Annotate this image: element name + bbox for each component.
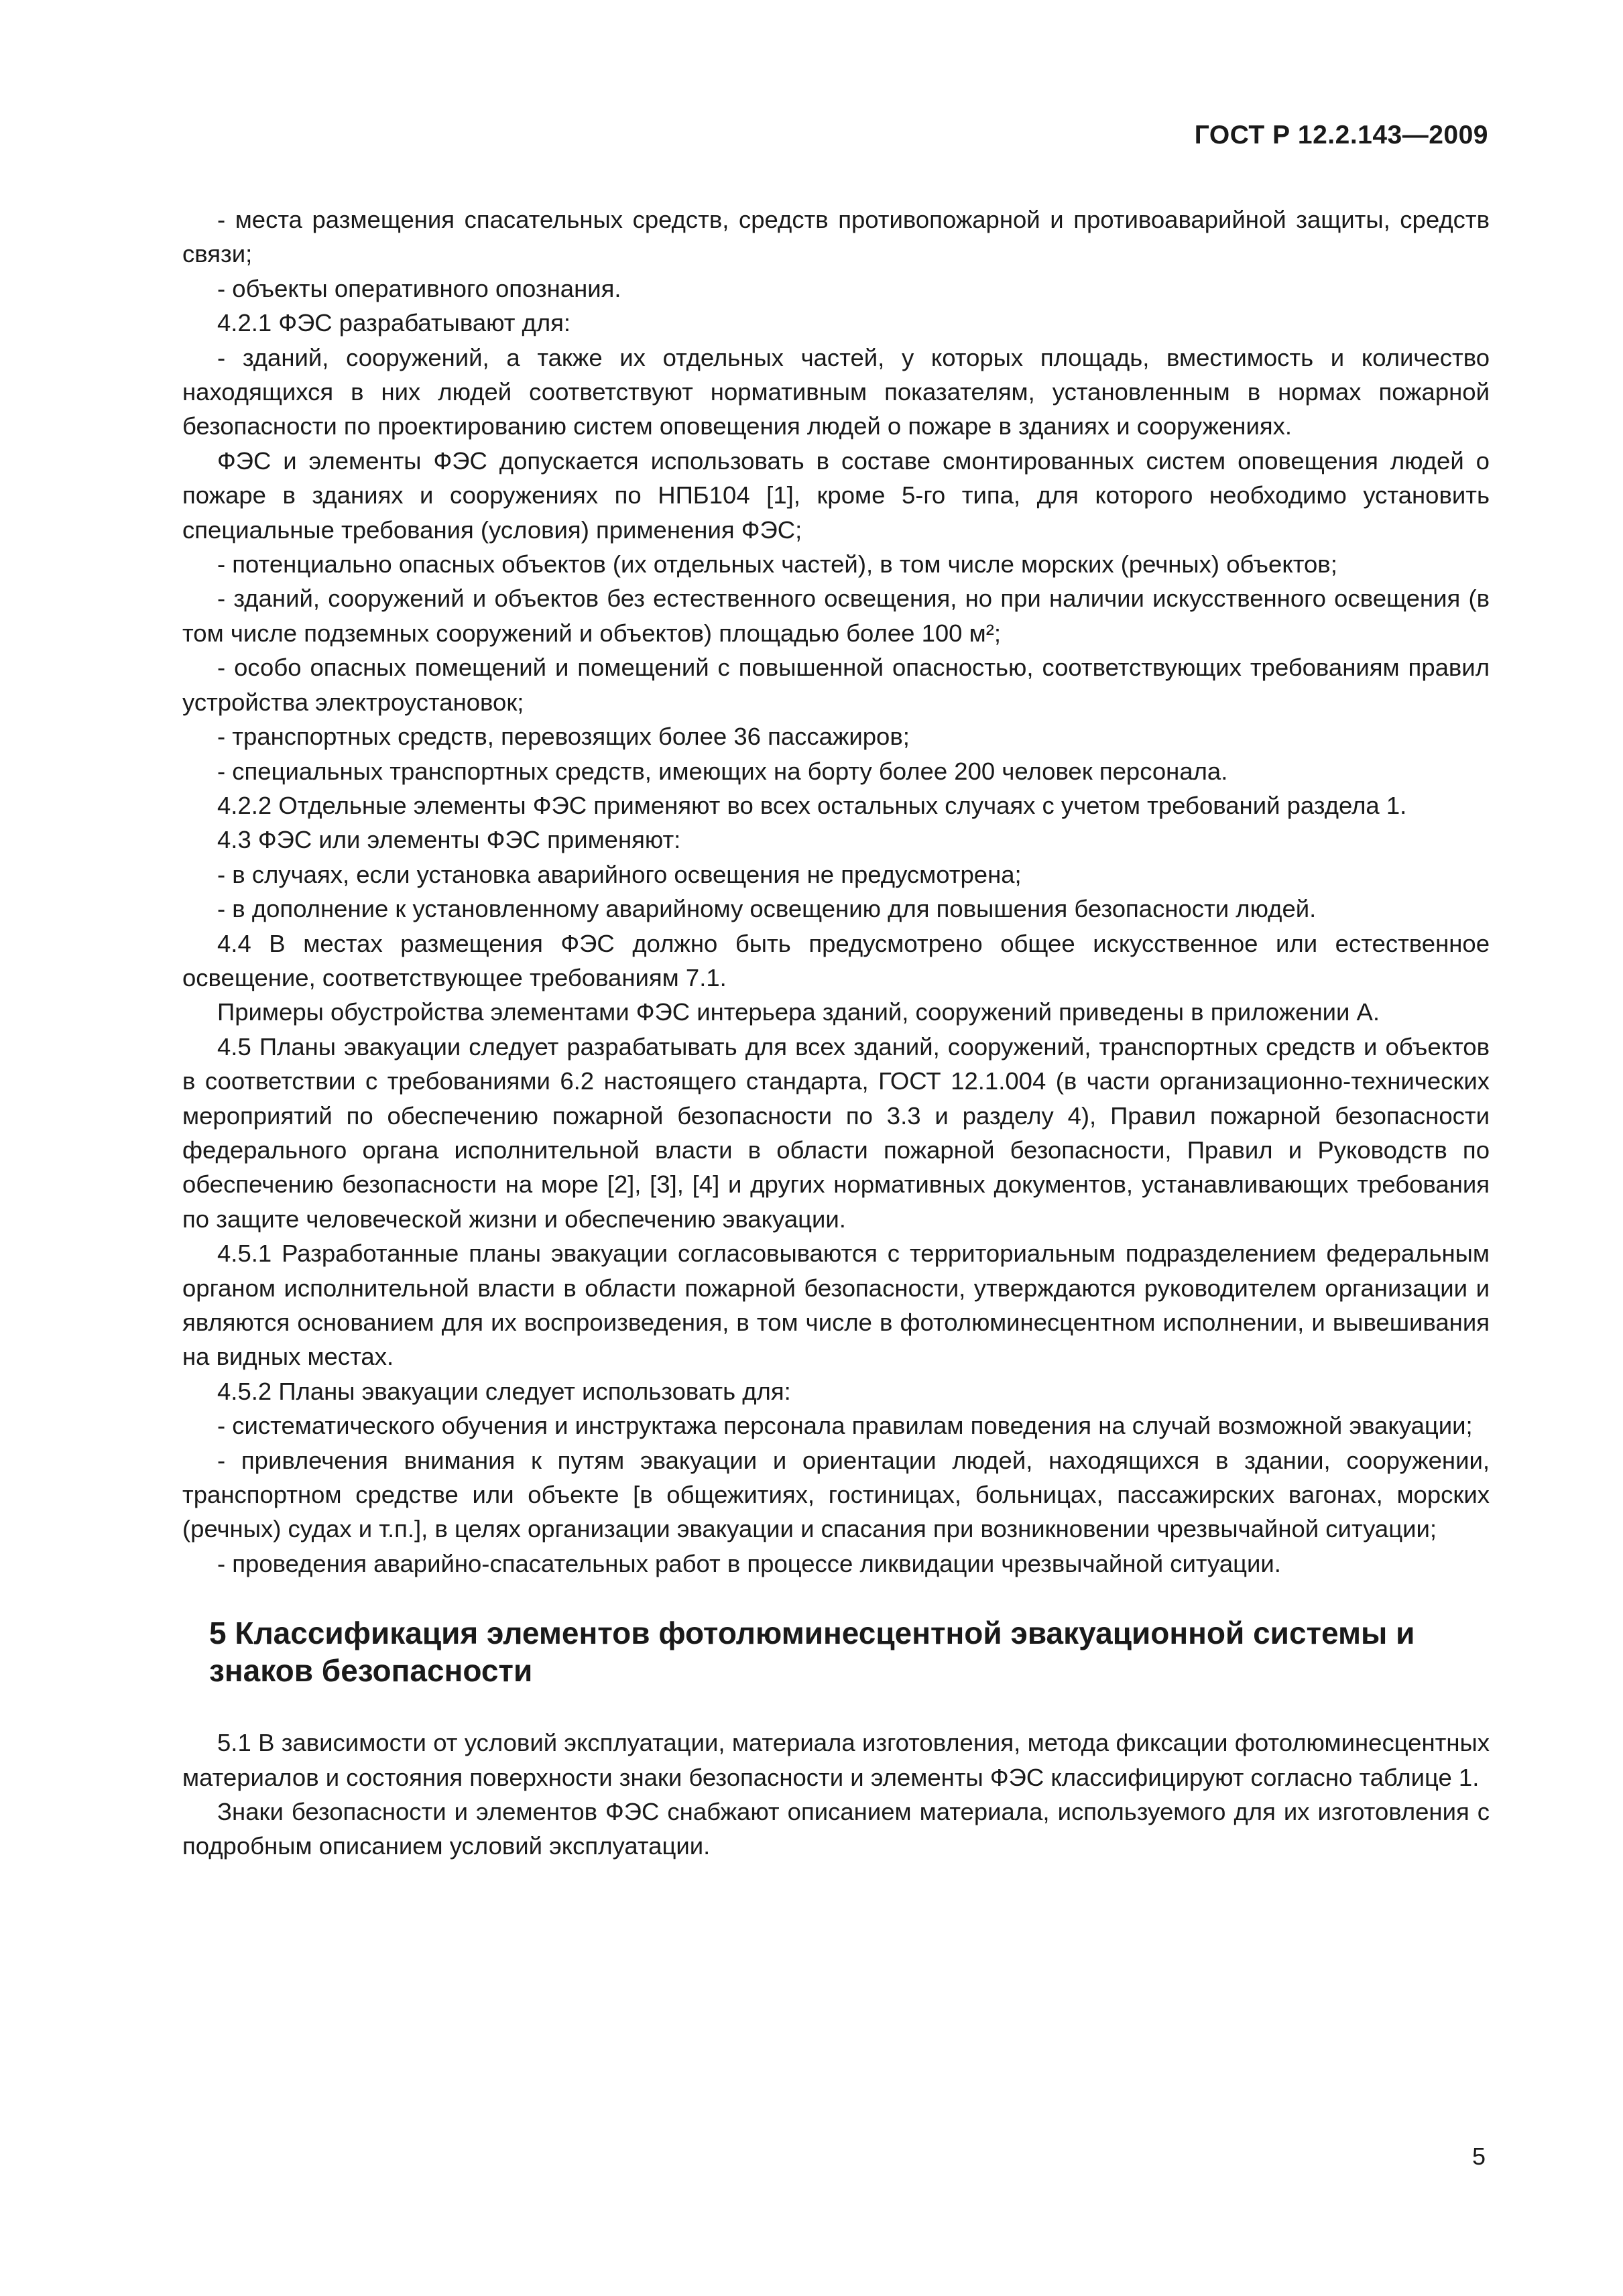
paragraph: 4.5 Планы эвакуации следует разрабатывать для всех зданий, сооружений, транспортных средств и объектов в соответствии с требованиями 6.2 настоящего стандарта, ГОСТ 12.1.004 (в части организационно-технических мероприятий по обеспечению пожарной безопасности по 3.3 и разделу 4), Правил пожарной безопасности федерального органа исполнительной власти в области пожарной безопасности, Правил и Руководств по обеспечению безопасности на море [2], [3], [4] и других нормативных документов, устанавливающих требования по защите человеческой жизни и обеспечению эвакуации. bbox=[182, 1032, 1490, 1233]
paragraph: - зданий, сооружений, а также их отдельных частей, у которых площадь, вместимость и количество находящихся в них людей соответствуют нормативным показателям, установленным в нормах пожарной безопасности по проектированию систем оповещения людей о пожаре в зданиях и сооружениях. bbox=[182, 343, 1490, 440]
paragraph: 4.2.2 Отдельные элементы ФЭС применяют во всех остальных случаях с учетом требований раздела 1. bbox=[217, 791, 1407, 819]
paragraph: Примеры обустройства элементами ФЭС интерьера зданий, сооружений приведены в приложении А. bbox=[217, 998, 1380, 1026]
document-code: ГОСТ Р 12.2.143—2009 bbox=[1194, 121, 1488, 149]
paragraph: - в дополнение к установленному аварийному освещению для повышения безопасности людей. bbox=[217, 895, 1317, 923]
paragraph: - зданий, сооружений и объектов без естественного освещения, но при наличии искусственного освещения (в том числе подземных сооружений и объектов) площадью более 100 м²; bbox=[182, 585, 1490, 647]
page-number: 5 bbox=[1471, 2142, 1486, 2170]
paragraph: - места размещения спасательных средств, средств противопожарной и противоаварийной защиты, средств связи; bbox=[182, 206, 1490, 268]
paragraph: Знаки безопасности и элементов ФЭС снабжают описанием материала, используемого для их изготовления с подробным описанием условий эксплуатации. bbox=[182, 1798, 1490, 1860]
paragraph: - потенциально опасных объектов (их отдельных частей), в том числе морских (речных) объектов; bbox=[217, 550, 1337, 579]
paragraph: 4.3 ФЭС или элементы ФЭС применяют: bbox=[217, 826, 681, 854]
paragraph: ФЭС и элементы ФЭС допускается использовать в составе смонтированных систем оповещения людей о пожаре в зданиях и сооружениях по НПБ104 [1], кроме 5-го типа, для которого необходимо установить специальные требования (условия) применения ФЭС; bbox=[182, 446, 1490, 544]
paragraph: 4.5.1 Разработанные планы эвакуации согласовываются с территориальным подразделением федеральным органом исполнительной власти в области пожарной безопасности, утверждаются руководителем организации и являются основанием для их воспроизведения, в том числе в фотолюминесцентном исполнении, и вывешивания на видных местах. bbox=[182, 1240, 1490, 1371]
paragraph: - особо опасных помещений и помещений с повышенной опасностью, соответствующих требованиям правил устройства электроустановок; bbox=[182, 654, 1490, 716]
paragraph: - транспортных средств, перевозящих более 36 пассажиров; bbox=[217, 723, 910, 751]
paragraph: 4.5.2 Планы эвакуации следует использовать для: bbox=[217, 1377, 791, 1405]
paragraph: - объекты оперативного опознания. bbox=[217, 274, 621, 302]
paragraph: - специальных транспортных средств, имеющих на борту более 200 человек персонала. bbox=[217, 757, 1228, 785]
paragraph: 4.4 В местах размещения ФЭС должно быть предусмотрено общее искусственное или естественное освещение, соответствующее требованиям 7.1. bbox=[182, 929, 1490, 991]
paragraph: - в случаях, если установка аварийного освещения не предусмотрена; bbox=[217, 860, 1022, 888]
paragraph: - привлечения внимания к путям эвакуации и ориентации людей, находящихся в здании, сооружении, транспортном средстве или объекте [в общежитиях, гостиницах, больницах, пассажирских вагонах, морских (речных) судах и т.п.], в целях организации эвакуации и спасания при возникновении чрезвычайной ситуации; bbox=[182, 1446, 1490, 1543]
paragraph: - проведения аварийно-спасательных работ в процессе ликвидации чрезвычайной ситуации. bbox=[217, 1549, 1281, 1577]
section-heading: 5 Классификация элементов фотолюминесцентной эвакуационной системы и знаков безопасности bbox=[209, 1616, 1415, 1689]
paragraph: - систематического обучения и инструктажа персонала правилам поведения на случай возможной эвакуации; bbox=[217, 1412, 1473, 1440]
body-text bbox=[182, 202, 1490, 1864]
paragraph: 5.1 В зависимости от условий эксплуатации, материала изготовления, метода фиксации фотолюминесцентных материалов и состояния поверхности знаки безопасности и элементы ФЭС классифицируют согласно таблице 1. bbox=[182, 1729, 1490, 1791]
paragraph: 4.2.1 ФЭС разрабатывают для: bbox=[217, 309, 571, 337]
